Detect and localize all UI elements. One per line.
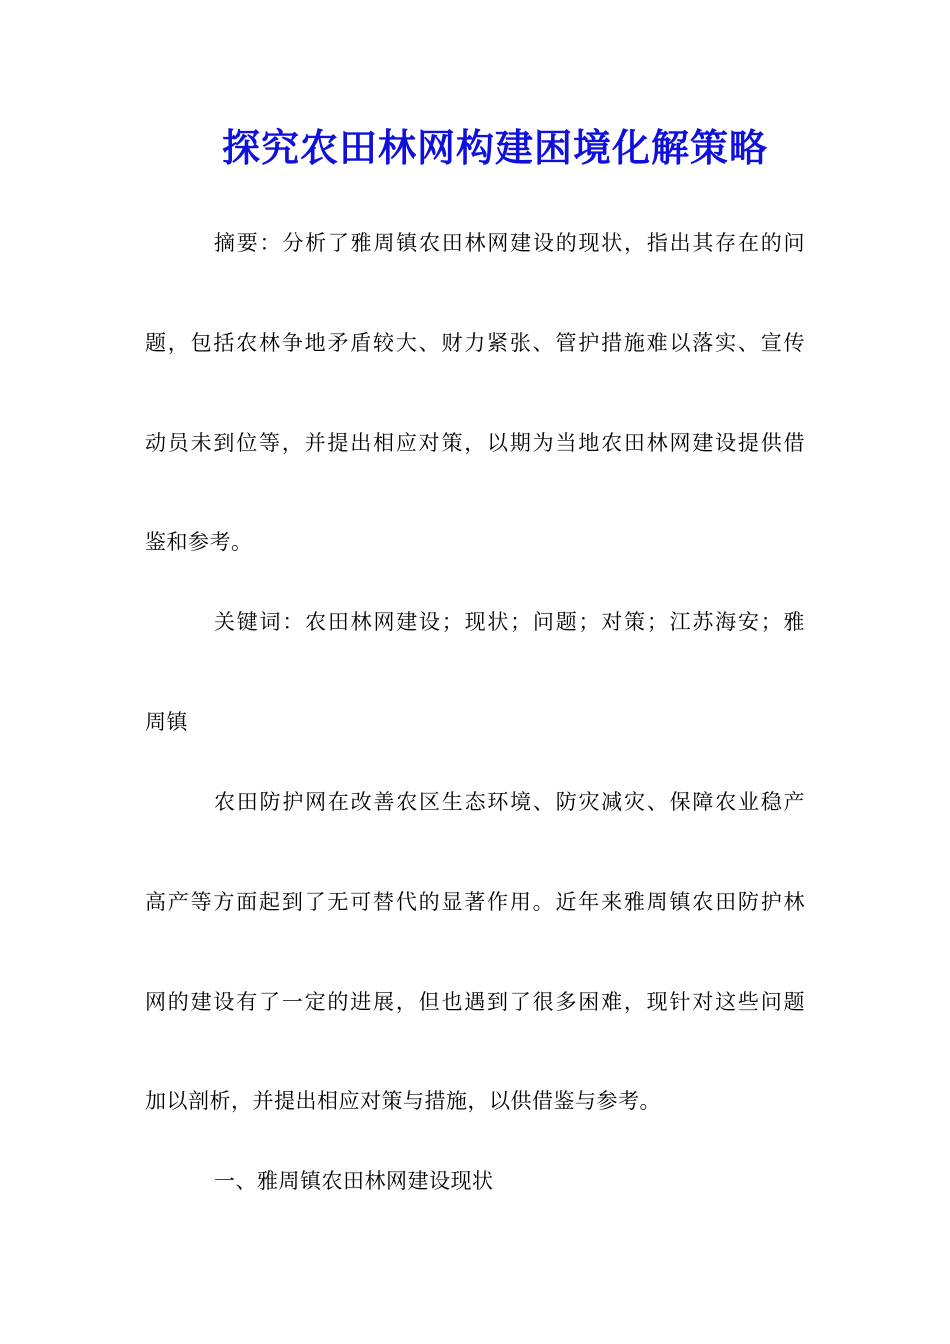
intro-line-3: 网的建设有了一定的进展，但也遇到了很多困难，现针对这些问题	[145, 990, 805, 1014]
abstract-line-1: 摘要：分析了雅周镇农田林网建设的现状，指出其存在的问	[214, 231, 805, 255]
abstract-line-3: 动员未到位等，并提出相应对策，以期为当地农田林网建设提供借	[145, 431, 805, 455]
abstract-line-2: 题，包括农林争地矛盾较大、财力紧张、管护措施难以落实、宣传	[145, 331, 805, 355]
intro-line-4: 加以剖析，并提出相应对策与措施，以供借鉴与参考。	[145, 1089, 661, 1113]
intro-line-1: 农田防护网在改善农区生态环境、防灾减灾、保障农业稳产	[214, 790, 805, 814]
keywords-line-2: 周镇	[145, 710, 188, 734]
intro-line-2: 高产等方面起到了无可替代的显著作用。近年来雅周镇农田防护林	[145, 890, 805, 914]
section-heading: 一、雅周镇农田林网建设现状	[214, 1169, 494, 1193]
keywords-line-1: 关键词：农田林网建设；现状；问题；对策；江苏海安；雅	[214, 610, 805, 634]
abstract-line-4: 鉴和参考。	[145, 530, 253, 554]
document-title: 探究农田林网构建困境化解策略	[221, 125, 768, 170]
